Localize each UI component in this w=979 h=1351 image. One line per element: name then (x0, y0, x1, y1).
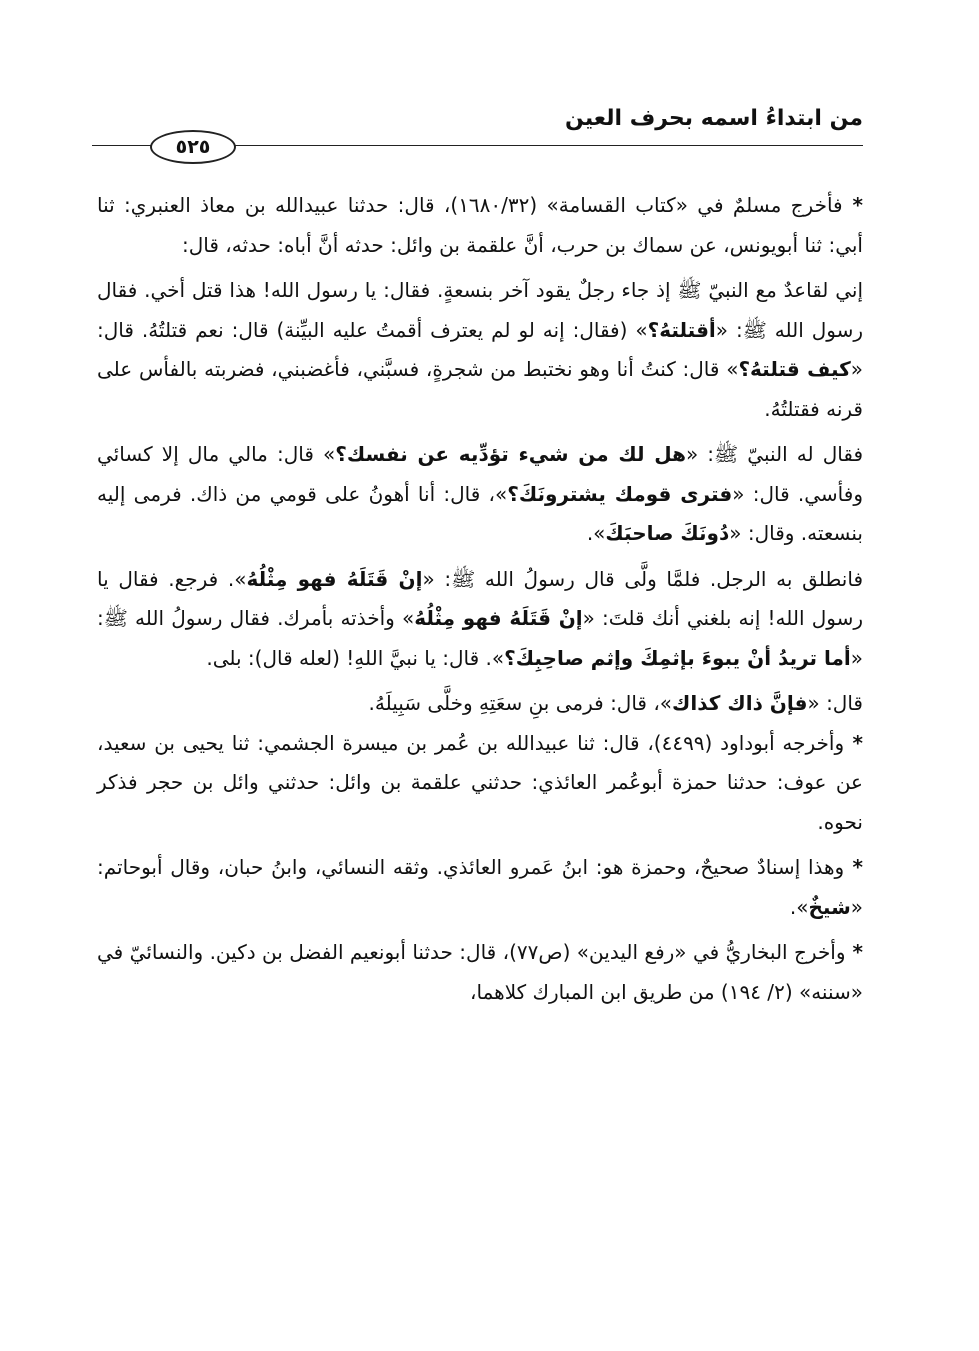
paragraph (97, 933, 863, 1012)
bold-quote: إنْ قَتَلَهُ فهو مِثْلُهُ (414, 606, 583, 630)
asterisk-marker: * (842, 193, 864, 217)
body-text (97, 186, 863, 1012)
text-run: فأخرج مسلمٌ في «كتاب القسامة» (١٦٨٠/٣٢)، قال: حدثنا عبيدالله بن معاذ العنبري: ثنا أبي: ثنا أبويونس، عن سماك بن حرب، أنَّ علقمة بن وائل: حدثه أنَّ أباه: حدثه، قال: (97, 193, 863, 257)
text-run: » قال: كنتُ أنا وهو نختبط من شجرةٍ، فسبَّني، فأغضبني، فضربته بالفأس على قرنه فقتلتُهُ. (97, 357, 863, 421)
text-run: وأخرجه أبوداود (٤٤٩٩)، قال: ثنا عبيدالله بن عُمر بن ميسرة الجشمي: ثنا يحيى بن سعيد، عن عوف: حدثنا حمزة أبوعُمر العائذي: حدثني علقمة بن وائل: حدثني وائل بن حجر فذكر نحوه. (97, 730, 863, 834)
bold-quote: إنْ قَتَلَهُ فهو مِثْلُهُ (246, 566, 423, 591)
bold-quote: شيخٌ (808, 894, 851, 919)
text-run: إني لقاعدٌ مع النبيّ ﷺ إذ جاء رجلٌ يقود آخر بنسعةٍ. فقال: يا رسول الله! هذا قتل أخي. فقال رسول الله ﷺ: « (97, 278, 863, 342)
running-header-title: من ابتداءُ اسمه بحرف العين (565, 106, 863, 131)
text-run: »، قال: فرمى بنِ سعَتِهِ وخلَّى سَبِيلَهُ. (368, 691, 673, 715)
bold-quote: أقتلتهُ؟ (647, 317, 716, 342)
bold-quote: هل لك من شيء تؤدِّيه عن نفسك؟ (335, 442, 686, 466)
bold-quote: كيف قتلتهُ؟ (738, 357, 851, 381)
text-run: ». قال: يا نبيَّ اللهِ! (لعله قال): بلى. (206, 645, 505, 670)
text-run: قال: « (807, 691, 863, 715)
bold-quote: فترى قومك يشترونَكَ؟ (507, 481, 733, 506)
page-number: ٥٢٥ (150, 130, 236, 164)
text-run: وهذا إسنادٌ صحيحٌ، وحمزة هو: ابنُ عَمرو العائذي. وثقه النسائي، وابنُ حبان، وقال أبوحاتم: « (97, 855, 863, 919)
paragraph (97, 684, 863, 724)
text-run: فانطلق به الرجل. فلمَّا ولَّى قال رسولُ الله ﷺ: « (422, 566, 864, 591)
text-run: ». (586, 521, 606, 545)
text-run: » (فقال: إنه لو لم يعترف أقمتُ عليه البيِّنة) قال: نعم قتلتُهُ. قال: « (97, 317, 863, 381)
paragraph (97, 724, 863, 843)
bold-quote: أما تريدُ أنْ يبوءَ بإثمِكَ وإثم صاحِبِكَ؟ (504, 645, 851, 670)
bold-quote: دُونَكَ صاحبَكَ (605, 521, 730, 545)
text-run: » وأخذته بأمرك. فقال رسولُ الله ﷺ: « (97, 606, 863, 670)
asterisk-marker: * (844, 730, 863, 755)
paragraph (97, 560, 863, 679)
paragraph (97, 271, 863, 429)
text-run: ». فرجع. فقال يا رسول الله! إنه بلغني أنك قلتَ: « (97, 566, 863, 630)
asterisk-marker: * (845, 940, 864, 964)
asterisk-marker: * (844, 855, 863, 879)
text-run: » قال: مالي مال إلا كسائي وفأسي. قال: « (97, 442, 863, 506)
paragraph (97, 186, 863, 265)
text-run: »، قال: أنا أهونُ على قومي من ذاك. فرمى إليه بنسعته. وقال: « (97, 481, 863, 545)
text-run: ». (789, 894, 809, 919)
paragraph (97, 435, 863, 554)
text-run: وأخرج البخاريُّ في «رفع اليدين» (ص٧٧)، قال: حدثنا أبونعيم الفضل بن دكين. والنسائيّ في «سننه» (٢/ ١٩٤) من طريق ابن المبارك كلاهما، (97, 940, 863, 1004)
paragraph (97, 848, 863, 927)
text-run: فقال له النبيّ ﷺ: « (685, 442, 864, 466)
bold-quote: فإنَّ ذاك كذاك (672, 691, 808, 715)
